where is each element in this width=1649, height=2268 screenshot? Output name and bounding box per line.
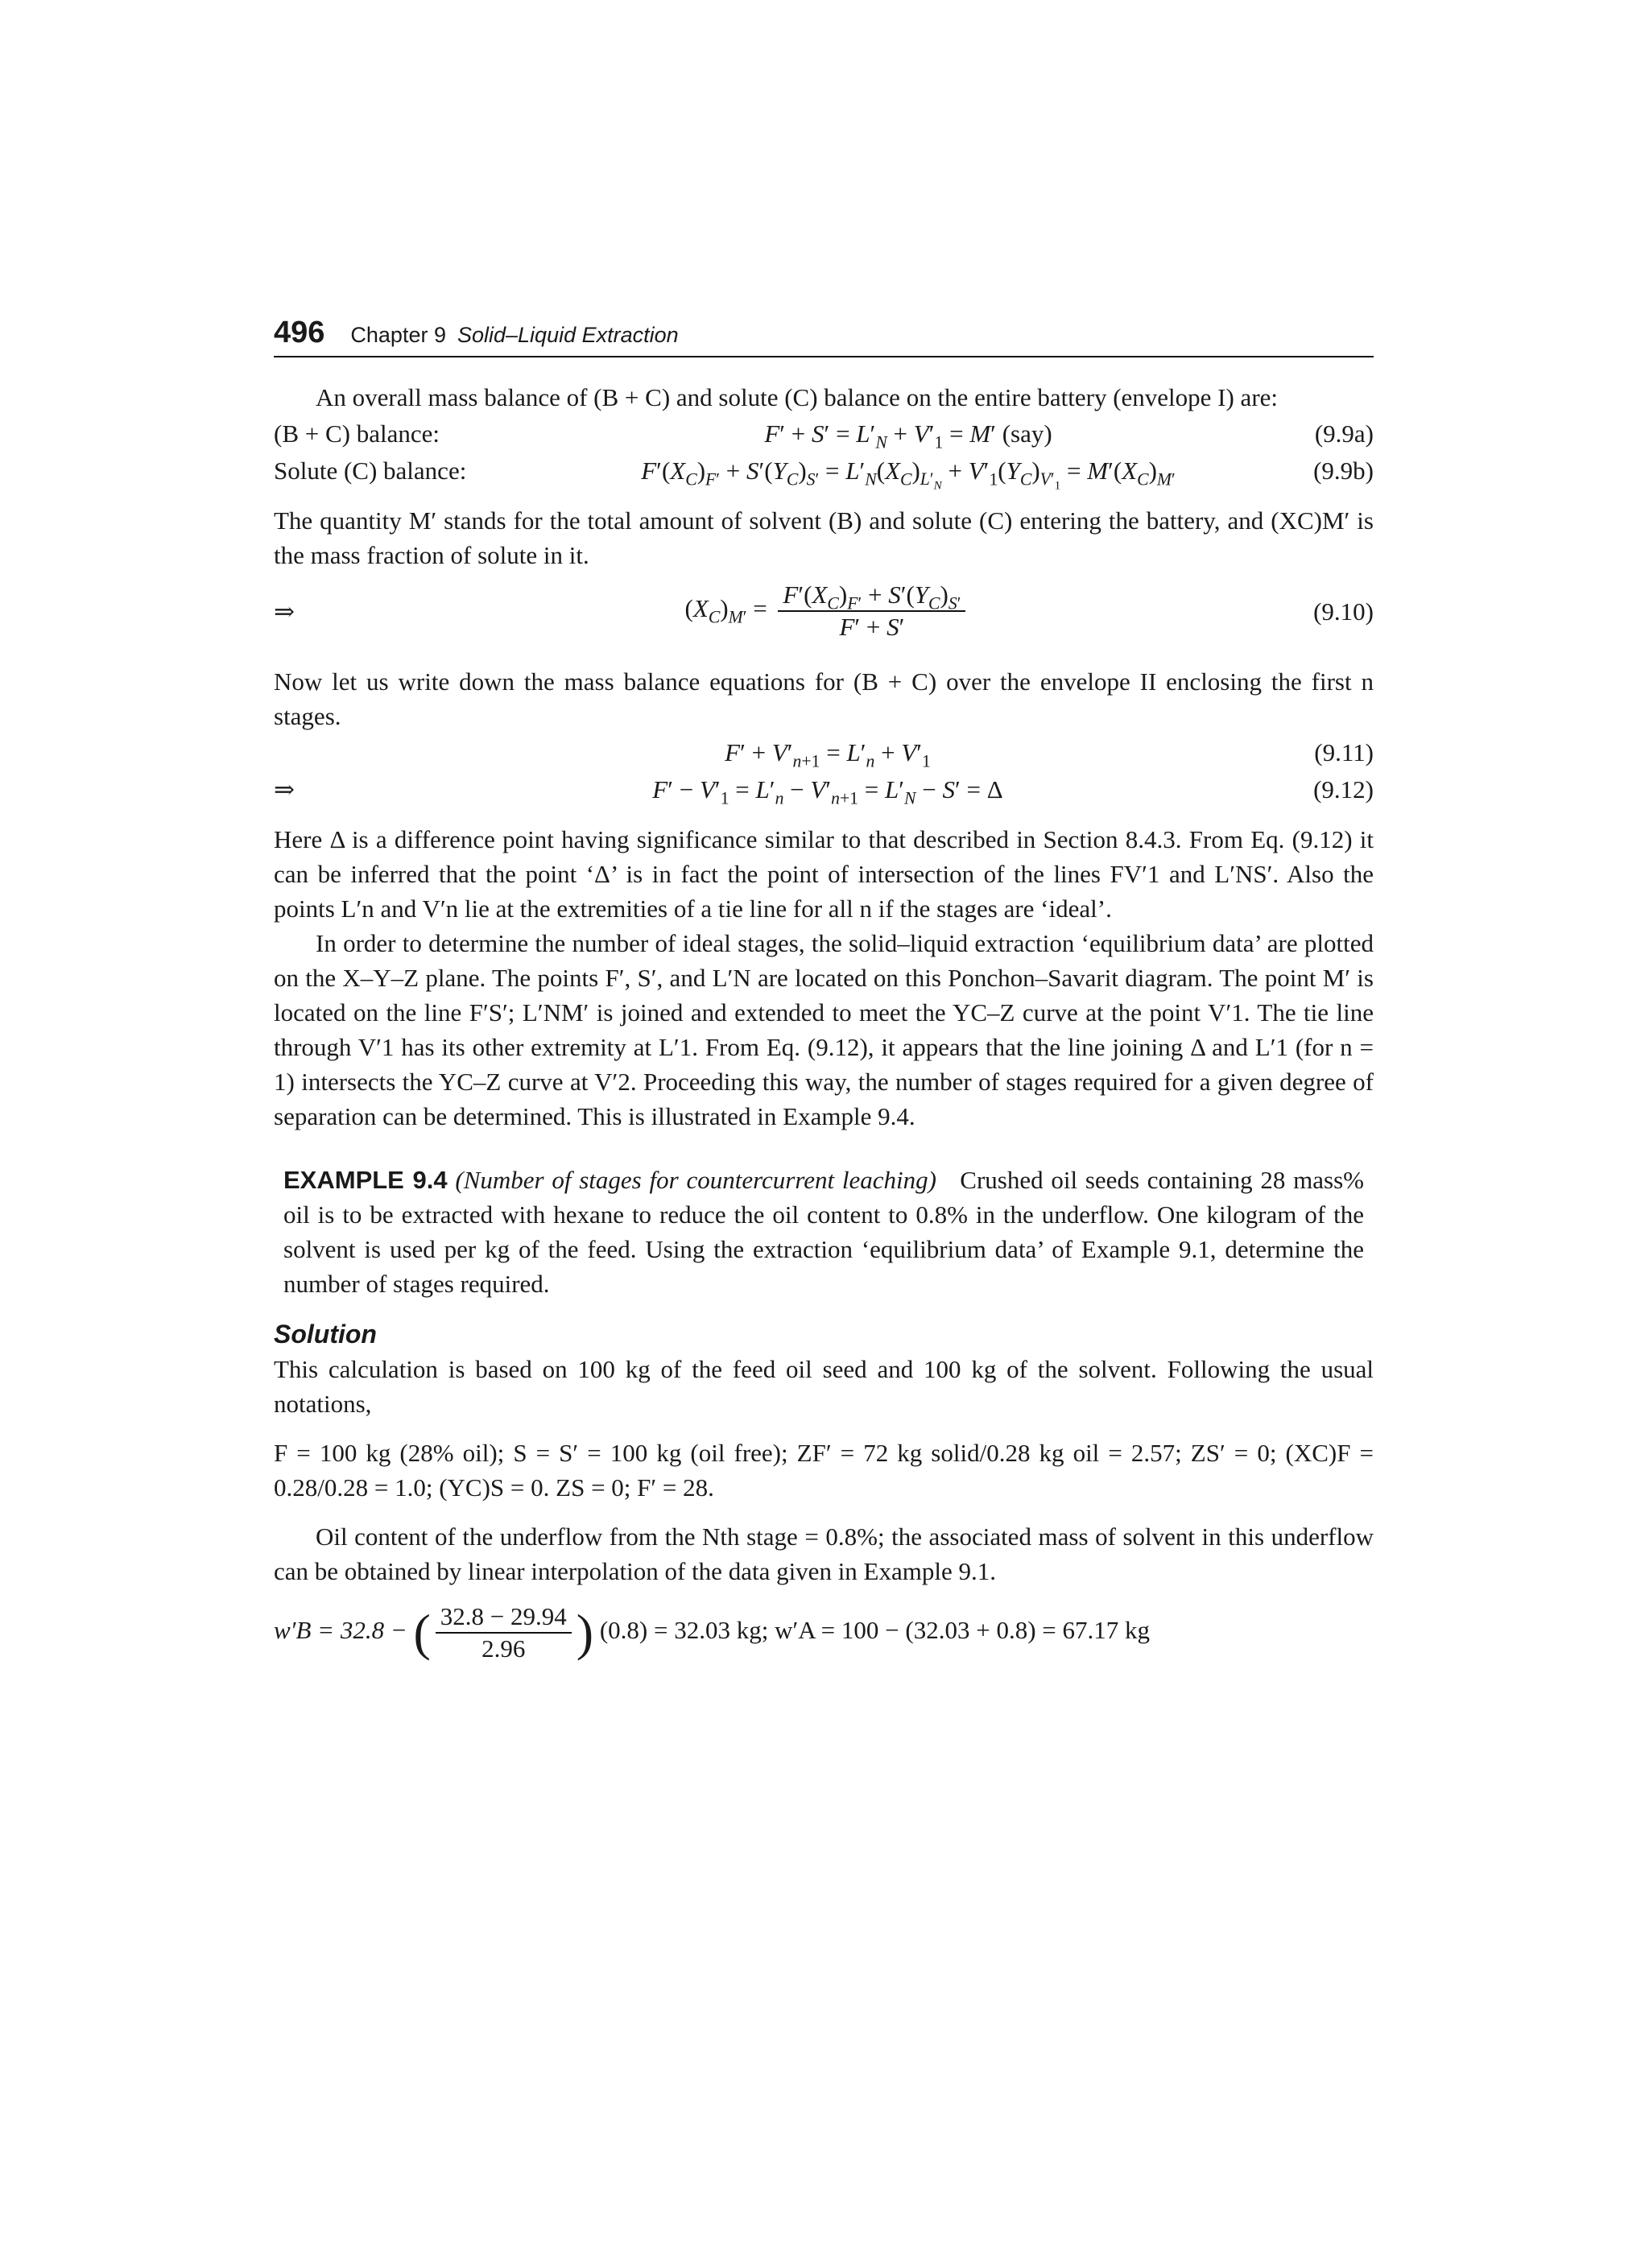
- equation-9-9a: [274, 415, 1374, 452]
- equation-9-9b: [274, 452, 1374, 493]
- paragraph-envelope: Now let us write down the mass balance equations for (B + C) over the envelope II enclosing the first n stages.: [274, 667, 1374, 730]
- equation-number: (9.9a): [1314, 419, 1374, 448]
- equation-label: Solute (C) balance:: [274, 456, 467, 485]
- equation-interpolation: [274, 1588, 1374, 1677]
- fraction-numerator: 32.8 − 29.94: [436, 1601, 572, 1634]
- equation-9-11: [274, 733, 1374, 770]
- equation-number: (9.10): [1313, 597, 1374, 626]
- paragraph-quantity: The quantity M′ stands for the total amount of solvent (B) and solute (C) entering the battery, and (XC)M′ is the mass fraction of solute in it.: [274, 506, 1374, 569]
- solution-paragraph-1: This calculation is based on 100 kg of the feed oil seed and 100 kg of the solvent. Following the usual notations,: [274, 1355, 1374, 1418]
- solution-title: Solution: [274, 1320, 377, 1349]
- equation-9-12: [274, 770, 1374, 808]
- example-box: [283, 1163, 1364, 1301]
- equation-body: $F'(X_C)_{F'} + S'(Y_C)_{S'} = L'_N(X_C)_{L'_N} + V'_1(Y_C)_{V'_1} = M'(X_C)_{M'}$: [641, 456, 1176, 493]
- implies-arrow: ⇒: [274, 597, 295, 626]
- solution-paragraph-2: F = 100 kg (28% oil); S = S′ = 100 kg (oil free); ZF′ = 72 kg solid/0.28 kg oil = 2.57; ZS′ = 0; (XC)F = 0.28/0.28 = 1.0; (YC)S = 0. ZS = 0; F′ = 28.: [274, 1439, 1374, 1502]
- fraction-denominator: 2.96: [481, 1634, 526, 1663]
- example-body: Crushed oil seeds containing 28 mass% oil is to be extracted with hexane to reduce the oil content to 0.8% in the underflow. One kilogram of the solvent is used per kg of the feed. Using the extraction ‘equilibrium data’ of Example 9.1, determine the number of stages required.: [283, 1166, 1364, 1298]
- page-number: 496: [274, 316, 325, 349]
- equation-9-10: [274, 572, 1374, 650]
- paragraph-procedure: In order to determine the number of ideal stages, the solid–liquid extraction ‘equilibrium data’ are plotted on the X–Y–Z plane. The points F′, S′, and L′N are located on this Ponchon–Savarit diagram. The point M′ is located on the line F′S′; L′NM′ is joined and extended to meet the YC–Z curve at the point V′1. The tie line through V′1 has its other extremity at L′1. From Eq. (9.12), it appears that the line joining Δ and L′1 (for n = 1) intersects the YC–Z curve at V′2. Proceeding this way, the number of stages required for a given degree of separation can be determined. This is illustrated in Example 9.4.: [274, 929, 1374, 1130]
- example-subtitle: (Number of stages for countercurrent leaching): [455, 1166, 936, 1194]
- equation-body: $F' + V'_{n+1} = L'_n + V'_1$: [725, 737, 931, 771]
- chapter-label: Chapter 9 Solid–Liquid Extraction: [350, 323, 679, 347]
- paragraph-intro: An overall mass balance of (B + C) and solute (C) balance on the entire battery (envelope I) are:: [316, 383, 1279, 411]
- paragraph-difference-point: Here Δ is a difference point having significance similar to that described in Section 8.4.3. From Eq. (9.12) it can be inferred that the point ‘Δ’ is in fact the point of intersection of the lines FV′1 and L′NS′. Also the points L′n and V′n lie at the extremities of a tie line for all n if the stages are ‘ideal’.: [274, 825, 1374, 923]
- equation-body: $F' + S' = L'_N + V'_1 = M'$ (say): [764, 419, 1052, 452]
- chapter-title: Solid–Liquid Extraction: [457, 323, 679, 347]
- equation-number: (9.11): [1314, 737, 1374, 766]
- equation-body: $F' - V'_1 = L'_n - V'_{n+1} = L'_N - S' = \Delta$: [652, 775, 1003, 808]
- example-text: [283, 1163, 1364, 1301]
- solution-paragraph-3: Oil content of the underflow from the Nth stage = 0.8%; the associated mass of solvent in this underflow can be obtained by linear interpolation of the data given in Example 9.1.: [274, 1522, 1374, 1585]
- page: [274, 316, 1374, 1677]
- equation-body: w′B = 32.8 − ( $\frac{32.8 - 29.94}{2.96}$ ) (0.8) = 32.03 kg; w′A = 100 − (32.03 + 0.8) = 67.17 kg: [274, 1602, 1151, 1663]
- example-label: EXAMPLE 9.4: [283, 1166, 448, 1194]
- implies-arrow: ⇒: [274, 775, 295, 804]
- equation-label: (B + C) balance:: [274, 419, 440, 448]
- running-header: [274, 316, 1374, 357]
- equation-body: $(X_C)_{M'}$ = $\frac{F'(X_C)_{F'} + S'(Y_C)_{S'}}{F' + S'}$: [370, 580, 1285, 642]
- equation-number: (9.12): [1313, 775, 1374, 804]
- equation-number: (9.9b): [1313, 456, 1374, 485]
- equation-rhs: (0.8) = 32.03 kg; w′A = 100 − (32.03 + 0.8) = 67.17 kg: [599, 1616, 1151, 1645]
